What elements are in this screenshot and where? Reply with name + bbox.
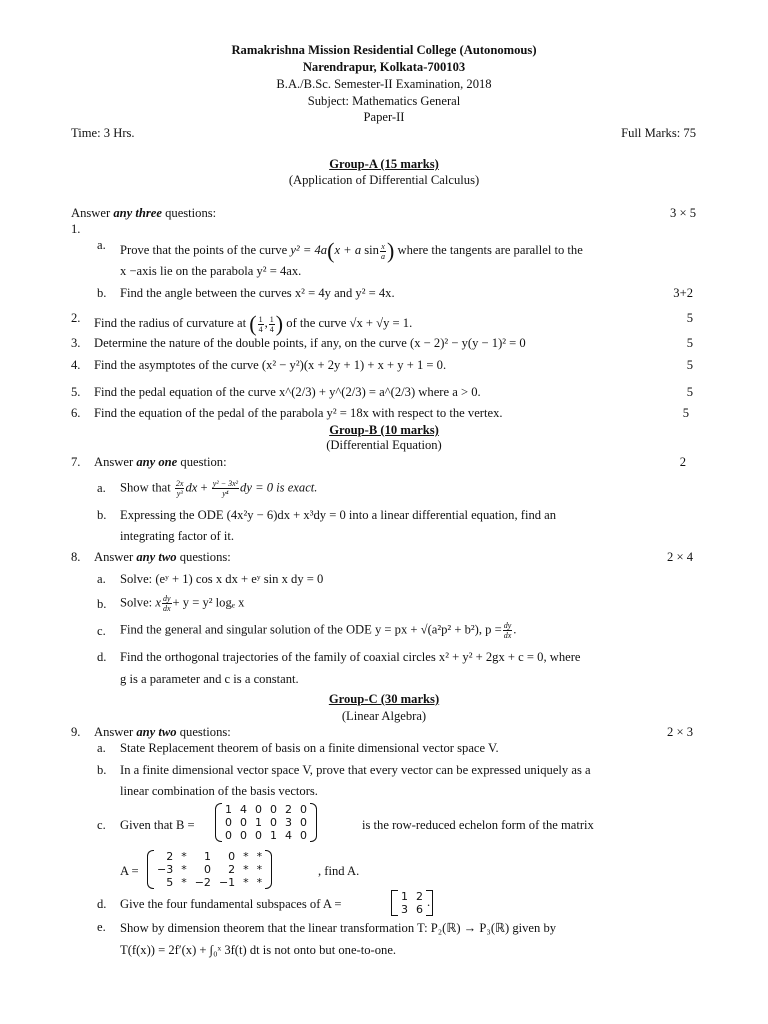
q8a-label: a. [97,572,106,586]
q8d-text: Find the orthogonal trajectories of the family of coaxial circles x² + y² + 2gx + c = 0, where [120,650,581,664]
q1b-label: b. [97,286,107,300]
q6-text: Find the equation of the pedal of the parabola y² = 18x with respect to the vertex. [94,406,503,420]
q1b-text: Find the angle between the curves x² = 4y and y² = 4x. [120,286,395,300]
matrix-a [153,850,266,889]
matrix-a-row [153,876,266,889]
matrix-d-row [397,903,427,916]
q9b-line2: linear combination of the basis vectors. [120,784,318,798]
matrix-a-cell: * [181,850,187,863]
group-a-instruction: Answer any three questions: [71,206,217,220]
q9e-line2: T(f(x)) = 2f′(x) + ∫₀ˣ 3f(t) dt is not onto but one-to-one. [120,943,397,957]
matrix-b-row [221,803,311,816]
q9c-label: c. [97,818,106,832]
q1a-label: a. [97,238,106,252]
q3-number: 3. [71,336,81,350]
subject-line: Subject: Mathematics General [307,94,461,108]
q8d-label: d. [97,650,107,664]
q9e-text: Show by dimension theorem that the linear transformation T: P₂(ℝ) → P₃(ℝ) given by [120,921,557,935]
q7-number: 7. [71,455,81,469]
q9a-label: a. [97,741,106,755]
matrix-b-cell: 0 [300,816,307,829]
q7a-text: Show that $\frac{2x}{\text{y³}}$ dx + $\frac{\text{y² − 3x²}}{\text{y⁴}}$ dy = 0 is exact. [120,479,318,498]
matrix-b-cell: 4 [240,803,247,816]
q9d-label: d. [97,897,107,911]
time-label: Time: 3 Hrs. [71,126,135,140]
matrix-b-cell: 0 [270,816,277,829]
q8-instruction: Answer any two questions: [94,550,231,564]
q3-marks: 5 [686,336,693,350]
matrix-a-cell: * [243,876,249,889]
q9c-find: , find A. [318,864,360,878]
q2-text: Find the radius of curvature at ( $\frac{1}{4}$ , $\frac{1}{4}$ ) of the curve √x + √y = 1. [94,311,413,336]
matrix-b-cell: 1 [225,803,232,816]
q9c-text2: is the row-reduced echelon form of the matrix [362,818,594,832]
college-name: Ramakrishna Mission Residential College (Autonomous) [231,43,537,57]
full-marks-label: Full Marks: 75 [621,126,696,140]
q8-number: 8. [71,550,81,564]
q9e-label: e. [97,920,106,934]
matrix-d-cell: 3 [401,903,408,916]
q2-marks: 5 [686,311,693,325]
matrix-d: 1 2 3 6 . [397,890,430,916]
group-b-title: Group-B (10 marks) [329,423,439,437]
matrix-b-row [221,816,311,829]
q9c-given: Given that B = [120,818,195,832]
q9-marks: 2 × 3 [667,725,693,739]
matrix-a-cell: * [181,863,187,876]
q7-instruction: Answer any one question: [94,455,227,469]
q8c-text: Find the general and singular solution of the ODE y = px + √(a²p² + b²), p = $\frac{dy}{dx}$ . [120,621,517,640]
matrix-b-cell: 0 [240,829,247,842]
q2-number: 2. [71,311,81,325]
matrix-b [221,803,311,842]
matrix-a-cell: −3 [157,863,174,876]
group-c-title: Group-C (30 marks) [328,692,440,706]
q9-number: 9. [71,725,81,739]
matrix-a-cell: −1 [218,876,236,889]
matrix-a-row [153,863,266,876]
matrix-a-row [153,850,266,863]
matrix-a-cell: 0 [228,850,236,863]
q8a-text: Solve: (eʸ + 1) cos x dx + eʸ sin x dy = 0 [120,572,324,586]
matrix-b-row [221,829,311,842]
q3-text: Determine the nature of the double points, if any, on the curve (x − 2)² − y(y − 1)² = 0 [94,336,526,350]
matrix-b-cell: 0 [300,829,307,842]
matrix-b-cell: 2 [285,803,292,816]
group-a-marks: 3 × 5 [670,206,696,220]
q9c-a-label: A = [120,864,139,878]
matrix-b-cell: 0 [225,829,232,842]
q7b-label: b. [97,508,107,522]
matrix-a-cell: * [243,863,249,876]
group-a-subtitle: (Application of Differential Calculus) [288,173,480,187]
college-address: Narendrapur, Kolkata-700103 [302,60,466,74]
q9a-text: State Replacement theorem of basis on a finite dimensional vector space V. [120,741,499,755]
matrix-d-cell: 1 [401,890,408,903]
matrix-b-cell: 0 [300,803,307,816]
exam-title: B.A./B.Sc. Semester-II Examination, 2018 [276,77,492,91]
q7b-text: Expressing the ODE (4x²y − 6)dx + x³dy = 0 into a linear differential equation, find an [120,508,557,522]
matrix-d-row [397,890,427,903]
matrix-b-cell: 4 [285,829,292,842]
q7b-line2: integrating factor of it. [120,529,235,543]
q8b-text: Solve: x $\frac{dy}{dx}$ + y = y² logₑ x [120,594,245,613]
q8d-line2: g is a parameter and c is a constant. [120,672,299,686]
q5-marks: 5 [686,385,693,399]
matrix-b-cell: 1 [255,816,262,829]
matrix-a-cell: * [181,876,187,889]
matrix-b-cell: 0 [270,803,277,816]
matrix-b-cell: 3 [285,816,292,829]
matrix-d-cell: 2 [416,890,423,903]
matrix-a-cell: 2 [228,863,236,876]
q9-instruction: Answer any two questions: [94,725,231,739]
q8b-label: b. [97,597,107,611]
q5-text: Find the pedal equation of the curve x^(2/3) + y^(2/3) = a^(2/3) where a > 0. [94,385,481,399]
matrix-a-cell: * [256,876,263,889]
matrix-a-cell: * [256,863,263,876]
group-c-subtitle: (Linear Algebra) [341,709,427,723]
matrix-a-cell: 2 [166,850,174,863]
q9b-text: In a finite dimensional vector space V, prove that every vector can be expressed uniquely as a [120,763,591,777]
q1-number: 1. [71,222,81,236]
paper-line: Paper-II [363,110,405,124]
q7a-label: a. [97,481,106,495]
matrix-a-cell: 5 [166,876,174,889]
q4-text: Find the asymptotes of the curve (x² − y²)(x + 2y + 1) + x + y + 1 = 0. [94,358,447,372]
q4-marks: 5 [686,358,693,372]
matrix-b-cell: 0 [255,803,262,816]
matrix-a-cell: 1 [203,850,211,863]
q8-marks: 2 × 4 [667,550,693,564]
q1a-line2: x −axis lie on the parabola y² = 4ax. [120,264,302,278]
matrix-a-cell: * [243,850,249,863]
q6-marks: 5 [682,406,689,420]
q9b-label: b. [97,763,107,777]
matrix-b-cell: 1 [270,829,277,842]
q1-marks: 3+2 [673,286,693,300]
group-a-title: Group-A (15 marks) [329,157,439,171]
matrix-b-cell: 0 [225,816,232,829]
q5-number: 5. [71,385,81,399]
group-b-subtitle: (Differential Equation) [326,438,442,452]
q1a-text: Prove that the points of the curve y² = 4a(x + a sin $\frac{x}{a}$ ) where the tangents are parallel to the [120,238,583,263]
q8c-label: c. [97,624,106,638]
matrix-a-cell: −2 [194,876,211,889]
q4-number: 4. [71,358,81,372]
q7-marks: 2 [679,455,686,469]
q6-number: 6. [71,406,81,420]
matrix-d-cell: 6 [416,903,423,916]
matrix-a-cell: * [256,850,263,863]
matrix-b-cell: 0 [255,829,262,842]
matrix-a-cell: 0 [203,863,211,876]
matrix-b-cell: 0 [240,816,247,829]
q9d-text: Give the four fundamental subspaces of A = [120,897,342,911]
